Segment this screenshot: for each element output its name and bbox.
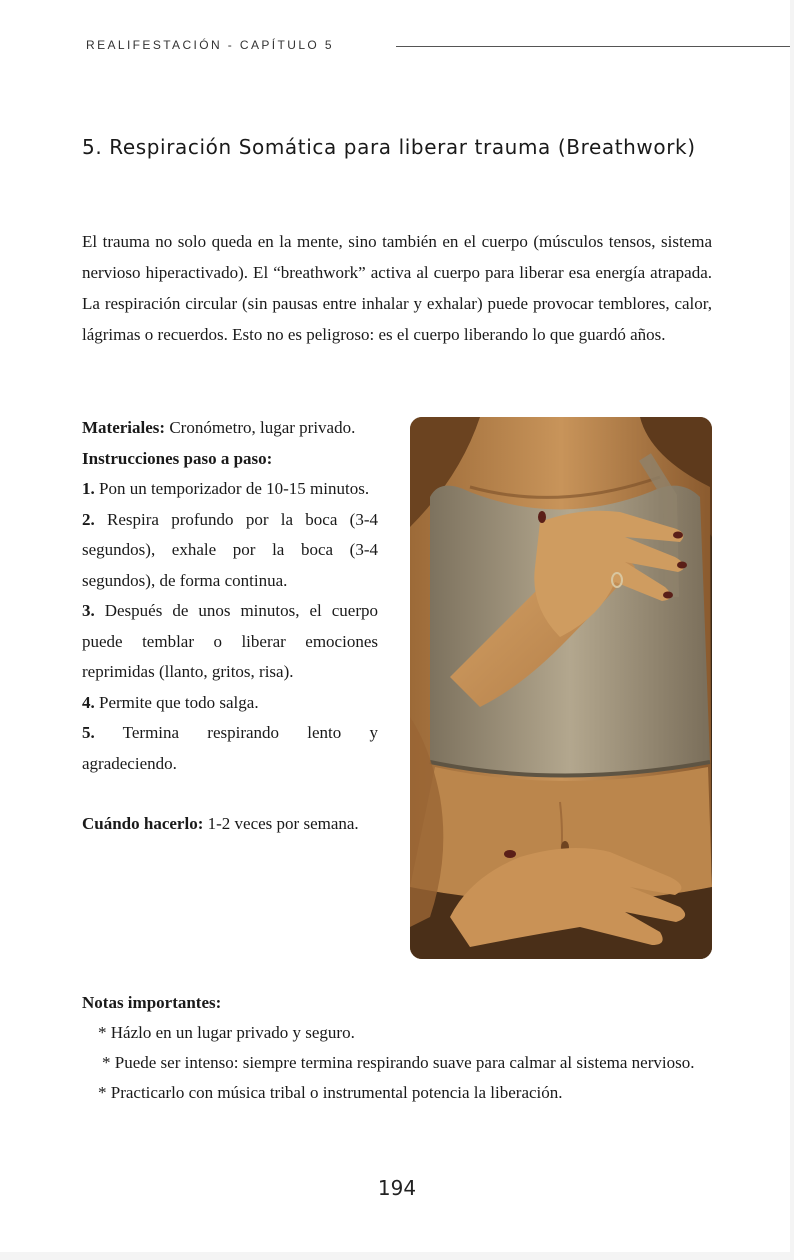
exercise-details <box>82 413 378 840</box>
step-item <box>82 474 378 505</box>
materials-line <box>82 413 378 444</box>
step-text: Pon un temporizador de 10-15 minutos. <box>94 479 370 498</box>
instructions-heading: Instrucciones paso a paso: <box>82 448 273 468</box>
when-text: 1-2 veces por semana. <box>203 814 359 833</box>
step-item <box>82 688 378 719</box>
notes-heading: Notas importantes: <box>82 993 222 1012</box>
step-number: 2. <box>82 509 95 529</box>
note-item: * Puede ser intenso: siempre termina respirando suave para calmar al sistema nervioso. <box>102 1053 695 1072</box>
important-notes <box>82 988 714 1108</box>
step-number: 4. <box>82 692 95 712</box>
materials-label: Materiales: <box>82 418 166 437</box>
materials-text: Cronómetro, lugar privado. <box>165 418 356 437</box>
step-item <box>82 505 378 597</box>
torso-hands-painting <box>410 417 712 959</box>
spacer <box>82 779 378 809</box>
note-item: * Practicarlo con música tribal o instrumental potencia la liberación. <box>98 1083 563 1102</box>
step-text: Permite que todo salga. <box>94 692 259 712</box>
step-text: Después de unos minutos, el cuerpo puede temblar o liberar emociones reprimidas (llanto, gritos, risa). <box>82 601 378 681</box>
note-item: * Házlo en un lugar privado y seguro. <box>98 1023 355 1042</box>
step-text: Respira profundo por la boca (3-4 segundos), exhale por la boca (3-4 segundos), de forma continua. <box>82 509 378 590</box>
when-line <box>82 809 378 840</box>
running-header: REALIFESTACIÓN - CAPÍTULO 5 <box>86 38 334 52</box>
when-label: Cuándo hacerlo: <box>82 814 204 833</box>
page-number: 194 <box>377 1176 417 1200</box>
breathwork-illustration <box>410 417 712 959</box>
step-item <box>82 596 378 688</box>
section-title: 5. Respiración Somática para liberar trauma (Breathwork) <box>82 135 696 159</box>
intro-paragraph: El trauma no solo queda en la mente, sino también en el cuerpo (músculos tensos, sistema nervioso hiperactivado). El “breathwork” activa al cuerpo para liberar esa energía atrapada. La respiración circular (sin pausas entre inhalar y exhalar) puede provocar temblores, calor, lágrimas o recuerdos. Esto no es peligroso: es el cuerpo liberando lo que guardó años. <box>82 232 712 344</box>
step-number: 5. <box>82 723 95 742</box>
header-rule <box>396 46 790 47</box>
step-number: 3. <box>82 601 95 620</box>
step-text: Termina respirando lento y agradeciendo. <box>82 723 378 773</box>
step-item <box>82 718 378 779</box>
step-number: 1. <box>82 479 95 498</box>
